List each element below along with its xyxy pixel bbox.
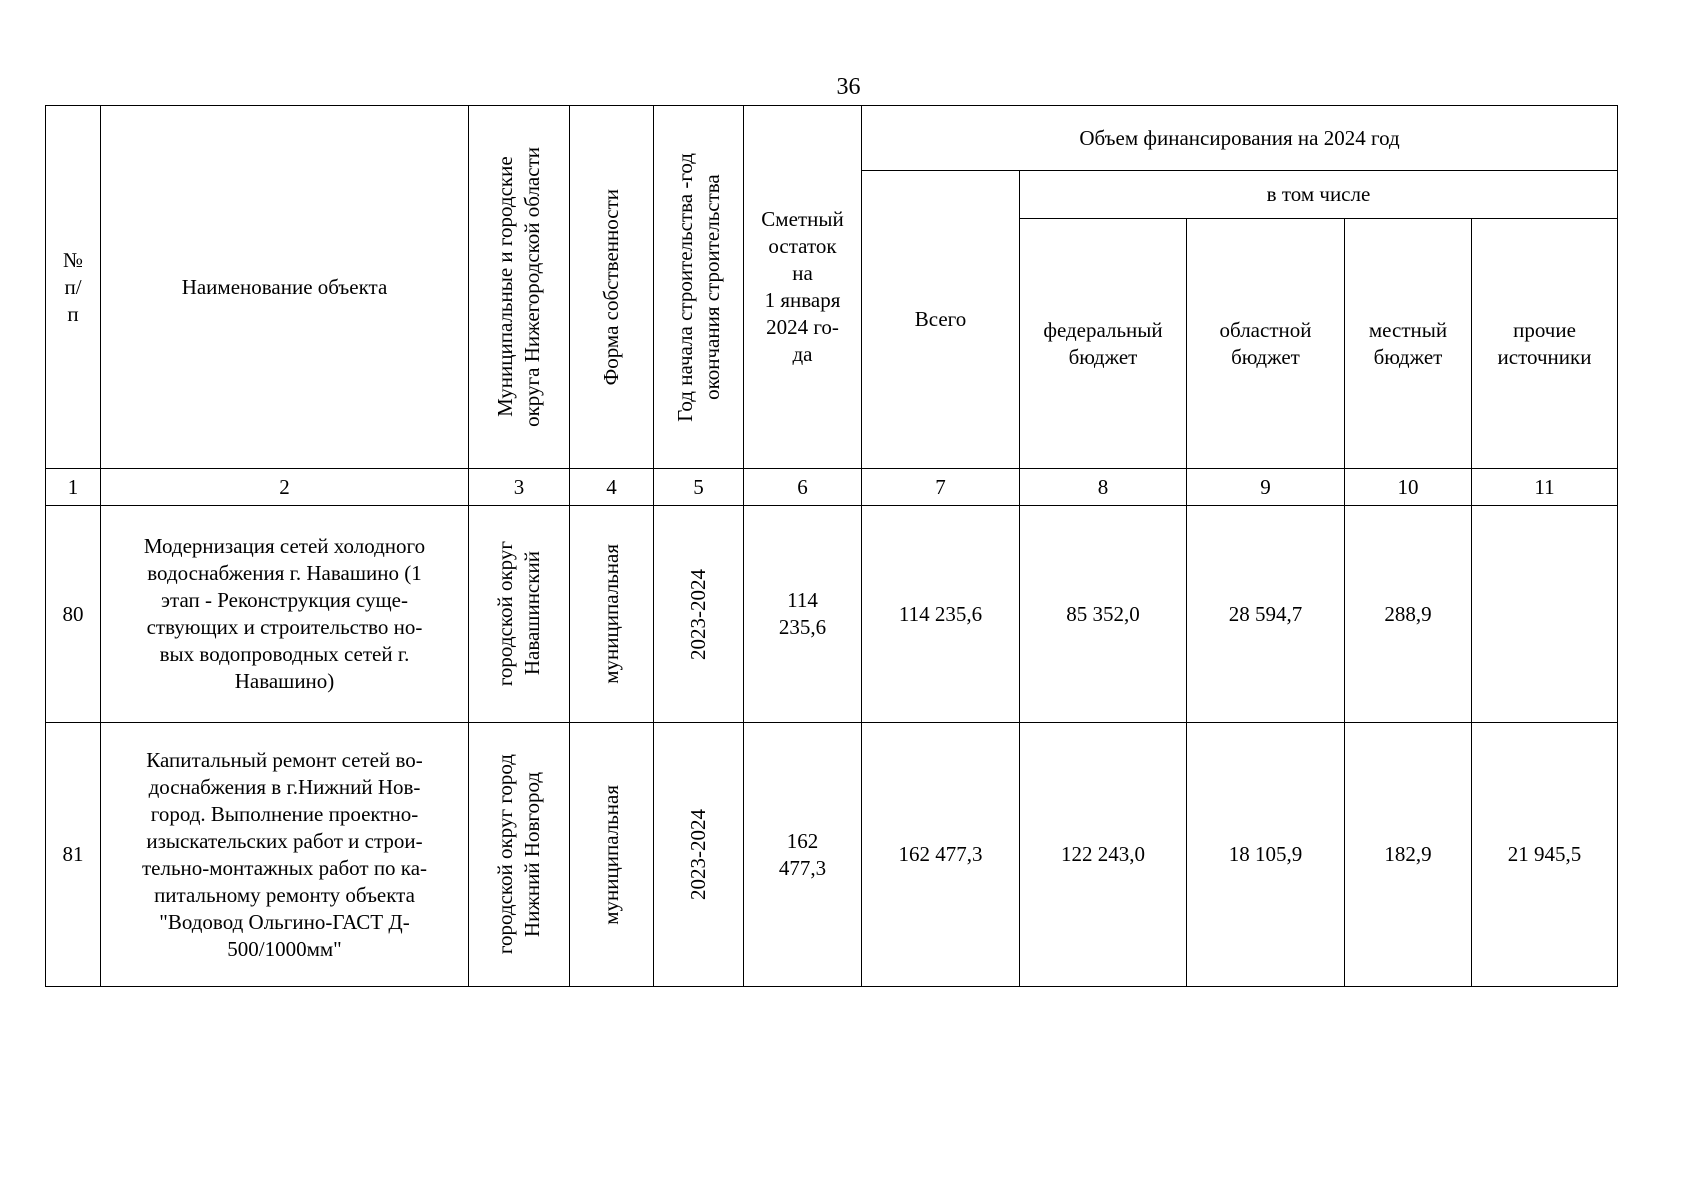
header-object-name: Наименование объекта [101,106,469,469]
page-number: 36 [836,74,861,100]
header-number: № п/ п [46,106,101,469]
header-years-text: Год начала строительства -год окончания строительства [672,152,724,422]
column-number: 1 [46,469,101,506]
header-funding: Объем финансирования на 2024 год [862,106,1618,171]
municipality-text: городской округ Навашинский [493,541,544,687]
total-cell: 162 477,3 [862,723,1020,987]
column-number: 7 [862,469,1020,506]
header-regional: областной бюджет [1187,219,1345,469]
header-federal: федеральный бюджет [1020,219,1187,469]
regional-cell: 28 594,7 [1187,506,1345,723]
table-row [46,506,1618,723]
column-number: 6 [744,469,862,506]
row-number: 80 [46,506,101,723]
row-number: 81 [46,723,101,987]
column-number: 3 [469,469,570,506]
federal-cell: 85 352,0 [1020,506,1187,723]
column-numbers-row [46,469,1618,506]
years-cell [654,506,744,723]
column-number: 4 [570,469,654,506]
municipality-cell [469,723,570,987]
header-ownership-text: Форма собственности [599,188,623,386]
ownership-text: муниципальная [599,784,623,925]
local-cell: 182,9 [1345,723,1472,987]
column-number: 10 [1345,469,1472,506]
municipality-cell [469,506,570,723]
regional-cell: 18 105,9 [1187,723,1345,987]
header-ownership [570,106,654,469]
header-total: Всего [862,171,1020,469]
column-number: 2 [101,469,469,506]
local-cell: 288,9 [1345,506,1472,723]
object-name: Модернизация сетей холодного водоснабжения г. Навашино (1 этап - Реконструкция суще- ствующих и строительство но- вых водопроводных сетей г. Навашино) [101,506,469,723]
header-local: местный бюджет [1345,219,1472,469]
ownership-text: муниципальная [599,544,623,684]
header-years [654,106,744,469]
ownership-cell [570,506,654,723]
ownership-cell [570,723,654,987]
balance-cell: 162 477,3 [744,723,862,987]
column-number: 5 [654,469,744,506]
column-number: 11 [1472,469,1618,506]
header-other: прочие источники [1472,219,1618,469]
municipality-text: городской округ город Нижний Новгород [493,754,544,955]
column-number: 8 [1020,469,1187,506]
column-number: 9 [1187,469,1345,506]
other-cell: 21 945,5 [1472,723,1618,987]
header-balance: Сметный остаток на 1 января 2024 го- да [744,106,862,469]
header-municipality-text: Муниципальные и городские округа Нижегородской области [493,147,544,427]
total-cell: 114 235,6 [862,506,1020,723]
table-row [46,723,1618,987]
header-municipality [469,106,570,469]
years-cell [654,723,744,987]
years-text: 2023-2024 [686,568,710,660]
financing-table [45,105,1618,987]
object-name: Капитальный ремонт сетей во- доснабжения в г.Нижний Нов- город. Выполнение проектно- изыскательских работ и строи- тельно-монтажных работ по ка- питальному ремонту объекта "Водовод Ольгино-ГАСТ Д- 500/1000мм" [101,723,469,987]
other-cell [1472,506,1618,723]
header-including: в том числе [1020,171,1618,219]
years-text: 2023-2024 [686,809,710,900]
federal-cell: 122 243,0 [1020,723,1187,987]
balance-cell: 114 235,6 [744,506,862,723]
